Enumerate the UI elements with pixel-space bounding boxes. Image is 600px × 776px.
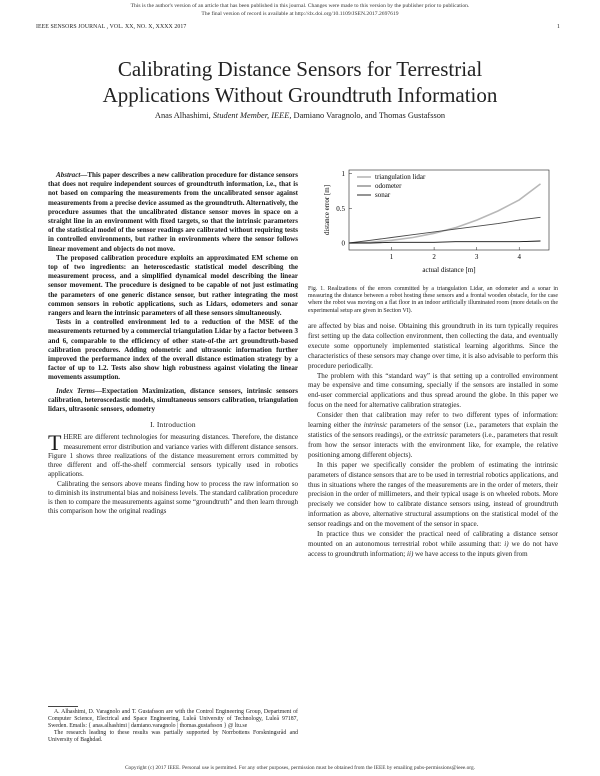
- right-column: [308, 322, 558, 560]
- abstract-p2: The proposed calibration procedure exploits an approximated EM scheme on top of two ingredients: an heteroscedastic statistical model describing the measurement process, and a simplified dynamical model describing the linear sensor movement. The procedure is designed to be capable of not just estimating the parameters of one generic distance sensor, but rather integrating the most common sensors in robotic applications, such as Lidars, odometers and sonar rangers and learn the intrinsic parameters of all these sensors simultaneously.: [48, 253, 298, 318]
- legend-entry: triangulation lidar: [375, 173, 426, 181]
- y-axis-label: distance error [m]: [323, 184, 331, 236]
- author-list: [40, 111, 560, 120]
- title-line-1: Calibrating Distance Sensors for Terrestrial: [117, 57, 483, 81]
- abstract-p3: Tests in a controlled environment led to a reduction of the MSE of the measurements returned by a commercial triangulation Lidar by a factor between 3 and 6, comparable to the efficiency of other state-of-the art groundtruth-based calibration procedures. Adding odometric and ultrasonic information further improved the performance index of the overall distance estimation strategy by a factor of up to 1.2. Tests also show high robustness against violating the linear movements assumption.: [48, 318, 298, 382]
- footnote-funding: The research leading to these results was partially supported by Norrbottens Forskningsråd and University of Baghdad.: [48, 730, 298, 744]
- title-line-2: Applications Without Groundtruth Information: [102, 83, 498, 107]
- running-header: IEEE SENSORS JOURNAL , VOL. XX, NO. X, XXXX 2017: [36, 24, 187, 30]
- y-tick-label: 1: [341, 169, 345, 178]
- figure-caption: Fig. 1. Realizations of the errors committed by a triangulation Lidar, an odometer and a sonar in measuring the distance between a robot hosting these sensors and a frontal wooden obstacle, for the case where the robot was moving on a flat floor in an indoor artificially illuminated room (more details on the experimental setup are given in Section VI).: [308, 286, 558, 314]
- publisher-notice: This is the author's version of an article that has been published in this journal. Changes were made to this version by the publisher prior to publication.: [130, 3, 470, 9]
- x-tick-label: 4: [517, 253, 521, 261]
- figure-1-chart: [303, 162, 559, 286]
- right-p3: Consider then that calibration may refer to two different types of information: learning either the intrinsic parameters of the sensor (i.e., parameters that explain the statistics of the sensors readings), or the extrinsic parameters (i.e., parameters that result from how the sensor interacts with the environment like, for example, the relative positioning among different objects).: [308, 411, 559, 459]
- index-terms: Index Terms—Expectation Maximization, distance sensors, intrinsic sensors calibration, heteroscedastic models, simultaneous sensors calibration, triangulation lidars, ultrasonic sensors, odometry: [48, 386, 298, 414]
- author-name: Anas Alhashimi,: [154, 111, 211, 120]
- paper-title: [40, 56, 560, 108]
- y-tick-label: 0: [341, 239, 345, 248]
- x-axis-label: actual distance [m]: [422, 266, 476, 274]
- section-heading: I. Introduction: [150, 420, 196, 430]
- legend-entry: sonar: [375, 191, 391, 199]
- right-p1: are affected by bias and noise. Obtaining this groundtruth in its turn typically requires first setting up the data collection environment, then collecting the data, and eventually execute some opportunely implemented statistical learning algorithms. Since the characteristics of these sensors may change over time, it is also advisable to perform this procedure periodically.: [308, 322, 558, 370]
- abstract-p1: Abstract—This paper describes a new calibration procedure for distance sensors that does not require independent sources of groundtruth information, i.e., that is not based on comparing the measurements from the uncalibrated sensor against measurements from a precise device assumed as the groundtruth. Alternatively, the procedure assumes that the uncalibrated distance sensor moves in space on a straight line in an environment with fixed targets, so that the intrinsic parameters of the statistical model of the sensor readings are calibrated without requiring tests in controlled environments, but rather in environments where the sensor follows linear movement and objects do not move.: [48, 171, 298, 253]
- right-p4: In this paper we specifically consider the problem of estimating the intrinsic parameters of distance sensors that are to be used in terrestrial robotics applications, and thus in situations where the ranges of the measurements are in the order of meters, their precision in the order of millimeters, and their typical usage is on wheeled robots. More precisely we consider how to calibrate distance sensors using, instead of groundtruth information as above, alternative structural assumptions on the statistical model of the sensor readings and on the movement of the sensor in space.: [308, 460, 558, 529]
- abstract-label: Abstract: [56, 171, 81, 179]
- right-p2: The problem with this “standard way” is that setting up a controlled environment may be expensive and time consuming, specially if the sensors are installed in some end-user commercial applications and thus spread around the globe. In this paper we focus on the need for alternative calibration strategies.: [308, 371, 558, 410]
- index-terms-label: Index Terms: [56, 386, 95, 395]
- copyright-notice: Copyright (c) 2017 IEEE. Personal use is permitted. For any other purposes, permission must be obtained from the IEEE by emailing pubs-permissions@ieee.org.: [124, 765, 476, 771]
- y-tick-label: 0.5: [336, 204, 345, 213]
- intro-body: [48, 430, 298, 516]
- right-p5: In practice thus we consider the practical need of calibrating a distance sensor mounted on an autonomous terrestrial robot while assuming that: i) we do not have access to groundtruth information; ii) we have access to the inputs given from: [308, 530, 559, 558]
- legend-entry: odometer: [375, 182, 402, 190]
- drop-cap: T: [48, 430, 62, 456]
- doi-notice: The final version of record is available at http://dx.doi.org/10.1109/JSEN.2017.2697619: [201, 11, 399, 17]
- footnote-rule: [48, 706, 78, 707]
- x-tick-label: 2: [432, 253, 436, 261]
- author-membership: Student Member, IEEE,: [212, 111, 292, 120]
- intro-p2: Calibrating the sensors above means finding how to process the raw information so to diminish its instrumental bias and noisiness levels. The standard calibration procedure is then to compare the measurements against some “groundtruth” and then learn through this comparison how the original readings: [48, 479, 298, 516]
- footnote: [48, 709, 298, 744]
- x-tick-label: 3: [474, 253, 479, 261]
- intro-p1: THERE are different technologies for measuring distances. Therefore, the distance measurement error distribution and variance varies with different distance sensors. Figure 1 shows three realizations of the distance measurement errors committed by three different and off-the-shelf commercial sensors typically used in robotics applications.: [48, 430, 298, 479]
- page-number: 1: [557, 24, 560, 30]
- x-tick-label: 1: [389, 253, 394, 261]
- left-column: [48, 171, 298, 516]
- author-others: Damiano Varagnolo, and Thomas Gustafsson: [293, 111, 446, 120]
- footnote-affiliation: A. Alhashimi, D. Varagnolo and T. Gustafsson are with the Control Engineering Group, Department of Computer Science, Electrical and Space Engineering, Luleå University of Technology, Luleå 97187, Sweden. Emails: { anas.alhashimi | damiano.varagnolo | thomas.gustafsson } @ ltu.se: [48, 709, 298, 730]
